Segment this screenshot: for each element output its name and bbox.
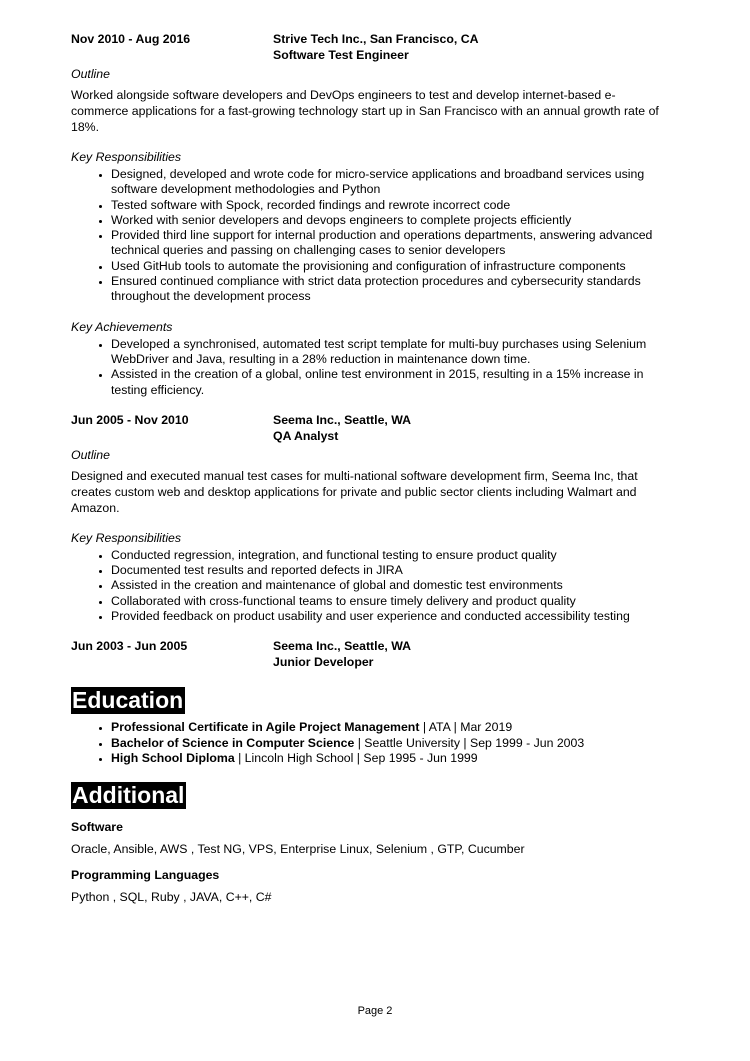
outline-text: Designed and executed manual test cases for multi-national software development firm, Seema Inc, that creates custom web and desktop applications for private and public sector clients including Walmart and Amazon. <box>71 468 638 515</box>
qualification: High School Diploma <box>111 750 235 765</box>
list-item: • Collaborated with cross-functional teams to ensure timely delivery and product quality <box>111 594 671 609</box>
job-employer: Seema Inc., Seattle, WA <box>273 639 412 654</box>
outline-label: Outline <box>71 447 110 462</box>
list-item <box>111 751 671 766</box>
job-dates: Jun 2005 - Nov 2010 <box>71 412 189 427</box>
list-item: • Ensured continued compliance with strict data protection procedures and cybersecurity standards throughout the development process <box>111 274 671 305</box>
job-title: Software Test Engineer <box>273 48 409 62</box>
software-label: Software <box>71 820 123 835</box>
qualification-details: | Seattle University | Sep 1999 - Jun 2003 <box>354 735 585 750</box>
job-entry <box>71 412 671 624</box>
job-dates: Nov 2010 - Aug 2016 <box>71 32 191 46</box>
job-title: QA Analyst <box>273 428 339 443</box>
qualification: Bachelor of Science in Computer Science <box>111 735 355 750</box>
list-item: • Assisted in the creation and maintenance of global and domestic test environments <box>111 578 671 593</box>
outline-text: Worked alongside software developers and DevOps engineers to test and develop internet-based e-commerce applications for a fast-growing technology start up in San Francisco with an annual growth rate of 18%. <box>71 88 659 134</box>
additional-section <box>71 782 671 905</box>
job-entry <box>71 31 671 398</box>
achievements-list <box>71 337 671 398</box>
software-list: Oracle, Ansible, AWS , Test NG, VPS, Enterprise Linux, Selenium , GTP, Cucumber <box>71 842 525 857</box>
languages-label: Programming Languages <box>71 868 220 883</box>
responsibilities-list <box>71 548 671 624</box>
job-dates: Jun 2003 - Jun 2005 <box>71 639 188 654</box>
job-header <box>71 638 671 670</box>
education-list <box>71 720 671 766</box>
list-item: • Used GitHub tools to automate the provisioning and configuration of infrastructure components <box>111 259 671 274</box>
list-item <box>111 720 671 735</box>
page-number: Page 2 <box>357 1005 393 1017</box>
job-employer: Strive Tech Inc., San Francisco, CA <box>273 32 479 46</box>
qualification: Professional Certificate in Agile Project Management <box>111 720 420 735</box>
list-item: • Provided feedback on product usability and user experience and conducted accessibility testing <box>111 609 671 624</box>
qualification-details: | Lincoln High School | Sep 1995 - Jun 1999 <box>234 750 478 765</box>
achievements-label: Key Achievements <box>71 319 173 334</box>
list-item <box>111 736 671 751</box>
list-item: • Provided third line support for internal production and operations departments, answering advanced technical queries and passing on challenging cases to senior developers <box>111 228 671 259</box>
job-title: Junior Developer <box>273 655 374 670</box>
job-header <box>71 31 671 63</box>
list-item: • Conducted regression, integration, and functional testing to ensure product quality <box>111 548 671 563</box>
job-employer: Seema Inc., Seattle, WA <box>273 412 412 427</box>
list-item: • Documented test results and reported defects in JIRA <box>111 563 671 578</box>
list-item: • Tested software with Spock, recorded findings and rewrote incorrect code <box>111 198 671 213</box>
list-item: • Worked with senior developers and devops engineers to complete projects efficiently <box>111 213 671 228</box>
languages-list: Python , SQL, Ruby , JAVA, C++, C# <box>71 890 272 905</box>
job-entry <box>71 638 671 670</box>
responsibilities-label: Key Responsibilities <box>71 530 182 545</box>
section-heading: Additional <box>72 782 185 809</box>
list-item: • Assisted in the creation of a global, online test environment in 2015, resulting in a 15% increase in testing efficiency. <box>111 367 671 398</box>
responsibilities-list <box>71 167 671 305</box>
job-header <box>71 412 671 444</box>
outline-label: Outline <box>71 67 110 81</box>
responsibilities-label: Key Responsibilities <box>71 150 182 164</box>
education-section <box>71 687 671 766</box>
list-item: • Developed a synchronised, automated test script template for multi-buy purchases using Selenium WebDriver and Java, resulting in a 28% reduction in maintenance down time. <box>111 337 671 368</box>
resume-page <box>71 31 671 905</box>
list-item: • Designed, developed and wrote code for micro-service applications and broadband services using software development methodologies and Python <box>111 167 671 198</box>
section-heading: Education <box>72 687 184 714</box>
qualification-details: | ATA | Mar 2019 <box>419 720 513 735</box>
